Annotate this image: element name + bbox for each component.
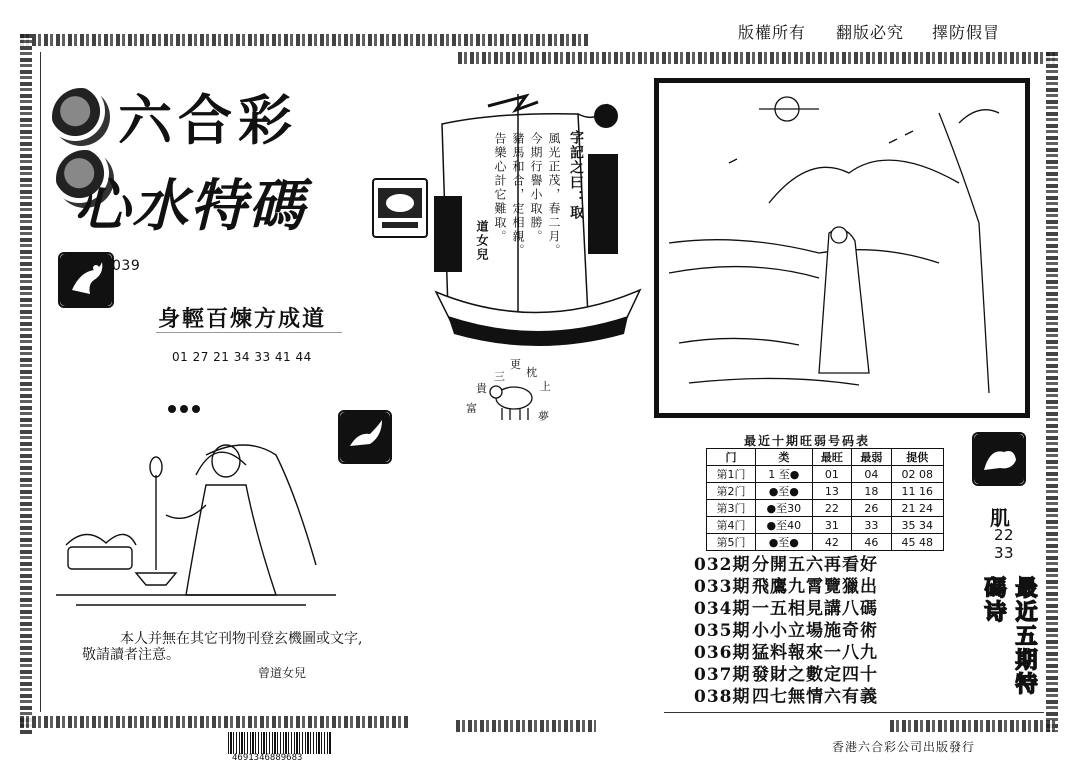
cell-max: 22 xyxy=(812,500,851,517)
list-item xyxy=(694,594,934,619)
cell-door: 第1门 xyxy=(707,466,756,483)
sail-text-col: 豬馬和合，定相親。 xyxy=(511,132,525,258)
horse-stamp-icon xyxy=(372,178,428,238)
cell-max: 01 xyxy=(812,466,851,483)
table-row xyxy=(707,500,944,517)
list-item xyxy=(694,550,934,575)
period-number: 035期 xyxy=(694,621,751,641)
ox-word: 夢 xyxy=(538,410,549,423)
signature: 曾道女兒 xyxy=(258,666,307,680)
issue-number-partial: 039 xyxy=(112,258,141,274)
no-reprint-text: 翻版必究 xyxy=(836,23,905,42)
cell-min: 46 xyxy=(852,534,891,551)
border-bottom-right xyxy=(890,720,1055,732)
period-list xyxy=(694,550,934,707)
period-number: 032期 xyxy=(694,555,751,575)
lady-illustration xyxy=(46,395,346,625)
cell-door: 第4门 xyxy=(707,517,756,534)
ox-word: 更 xyxy=(510,358,521,371)
col-header: 最弱 xyxy=(852,449,891,466)
page-subtitle: 心水特碼 xyxy=(74,173,306,239)
col-header: 门 xyxy=(707,449,756,466)
period-verse: 猛料報來一八九 xyxy=(752,643,878,663)
cell-range: ●至● xyxy=(756,534,813,551)
period-verse: 小小立場施奇術 xyxy=(752,621,878,641)
period-number: 033期 xyxy=(694,577,751,597)
cell-min: 18 xyxy=(852,483,891,500)
cell-min: 33 xyxy=(852,517,891,534)
landscape-picture xyxy=(654,78,1030,418)
table-title: 最近十期旺弱号码表 xyxy=(744,434,871,448)
cell-door: 第5门 xyxy=(707,534,756,551)
cell-door: 第3门 xyxy=(707,500,756,517)
table-row xyxy=(707,466,944,483)
side-number: 22 xyxy=(994,526,1015,544)
period-number: 036期 xyxy=(694,643,751,663)
poem-line: 身輕百煉方成道 xyxy=(158,306,327,332)
col-header: 最旺 xyxy=(812,449,851,466)
cell-pick: 35 34 xyxy=(891,517,943,534)
ox-word: 三 xyxy=(494,370,505,383)
period-verse: 四七無情六有義 xyxy=(752,687,878,707)
ox-word: 富 xyxy=(466,402,477,415)
copyright-text: 版權所有 xyxy=(738,23,807,42)
list-item xyxy=(694,682,934,707)
list-item xyxy=(694,616,934,641)
border-bottom-mid xyxy=(456,720,596,732)
cell-pick: 21 24 xyxy=(891,500,943,517)
cell-max: 13 xyxy=(812,483,851,500)
period-number: 038期 xyxy=(694,687,751,707)
list-item xyxy=(694,660,934,685)
lucky-numbers: 01 27 21 34 33 41 44 xyxy=(172,350,312,364)
table-row xyxy=(707,517,944,534)
rooster-icon xyxy=(58,252,114,308)
border-top-left xyxy=(20,34,590,46)
border-top-right xyxy=(458,52,1058,64)
anti-fake-text: 擇防假冒 xyxy=(932,23,1001,42)
cell-max: 31 xyxy=(812,517,851,534)
barcode-number: 4691346889683 xyxy=(232,753,303,763)
side-number: 33 xyxy=(994,544,1015,562)
cat-icon xyxy=(972,432,1026,486)
period-verse: 發財之數定四十 xyxy=(752,665,878,685)
number-table xyxy=(706,448,944,551)
period-verse: 飛鷹九霄覽獵出 xyxy=(752,577,878,597)
ox-word: 上 xyxy=(540,380,551,393)
bird-icon xyxy=(338,410,392,464)
cell-pick: 02 08 xyxy=(891,466,943,483)
border-right xyxy=(1046,52,1058,732)
border-bottom-left xyxy=(20,716,410,728)
sail-signature: 道女兒 xyxy=(475,220,489,262)
side-label: 肌 xyxy=(990,506,1010,530)
publisher-text: 香港六合彩公司出版發行 xyxy=(832,740,976,754)
period-number: 037期 xyxy=(694,665,751,685)
ox-word: 枕 xyxy=(526,366,537,379)
table-row xyxy=(707,483,944,500)
notice-line-2: 敬請讀者注意。 xyxy=(82,647,180,663)
cell-range: 1 至● xyxy=(756,466,813,483)
cell-max: 42 xyxy=(812,534,851,551)
recent-five-title: 最近五期特碼诗 xyxy=(981,576,1037,696)
sail-title: 字記之曰：取 xyxy=(568,130,584,220)
cell-min: 04 xyxy=(852,466,891,483)
list-item xyxy=(694,638,934,663)
table-header-row xyxy=(707,449,944,466)
sail-text-col: 今期行譽小取勝。 xyxy=(529,132,543,244)
cell-range: ●至40 xyxy=(756,517,813,534)
period-verse: 一五相見講八碼 xyxy=(752,599,878,619)
notice-line-1: 本人并無在其它刊物刊登玄機圖或文字, xyxy=(120,631,363,647)
period-verse: 分開五六再看好 xyxy=(752,555,878,575)
border-left xyxy=(20,34,32,734)
col-header: 提供 xyxy=(891,449,943,466)
cell-range: ●至● xyxy=(756,483,813,500)
period-number: 034期 xyxy=(694,599,751,619)
table-row xyxy=(707,534,944,551)
cell-min: 26 xyxy=(852,500,891,517)
cell-pick: 11 16 xyxy=(891,483,943,500)
swirl-ornament xyxy=(52,88,110,146)
sail-text-col: 告樂心計它難取。 xyxy=(493,132,507,244)
list-item xyxy=(694,572,934,597)
cell-range: ●至30 xyxy=(756,500,813,517)
page-title: 六合彩 xyxy=(118,89,298,152)
ox-word: 貴 xyxy=(476,382,487,395)
col-header: 类 xyxy=(756,449,813,466)
ox-illustration xyxy=(488,378,538,422)
poem-underline xyxy=(156,332,342,333)
inner-rule-left xyxy=(40,52,41,712)
sail-text-col: 風光正茂，春二月。 xyxy=(547,132,561,258)
barcode xyxy=(228,732,332,754)
cell-door: 第2门 xyxy=(707,483,756,500)
cell-pick: 45 48 xyxy=(891,534,943,551)
